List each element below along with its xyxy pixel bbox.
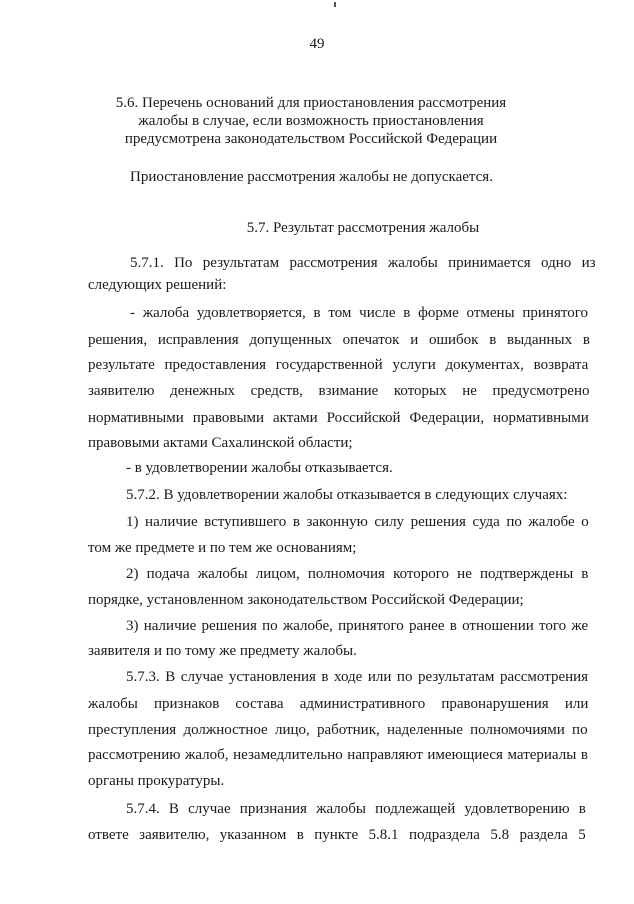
paragraph-line: том же предмете и по тем же основаниям; [88,540,357,556]
paragraph-line: нормативными правовыми актами Российской Федерации, нормативными [88,410,589,426]
section-5-6-body: Приостановление рассмотрения жалобы не допускается. [130,169,493,185]
section-5-6-heading [0,94,628,148]
paragraph-line: ответе заявителю, указанном в пункте 5.8.1 подраздела 5.8 раздела 5 [88,827,586,843]
paragraph-line: результате предоставления государственной услуги документах, возврата [88,357,589,373]
paragraph-line: органы прокуратуры. [88,773,225,789]
paragraph-line: 3) наличие решения по жалобе, принятого ранее в отношении того же [126,618,589,634]
paragraph-line: решения, исправления допущенных опечаток и ошибок в выданных в [88,332,590,348]
heading-line: жалобы в случае, если возможность приостановления [138,113,484,129]
paragraph-line: - в удовлетворении жалобы отказывается. [126,460,393,476]
paragraph-line: 5.7.4. В случае признания жалобы подлежащей удовлетворению в [126,801,586,817]
paragraph-line: 5.7.2. В удовлетворении жалобы отказывается в следующих случаях: [126,487,568,503]
paragraph-line: порядке, установленном законодательством Российской Федерации; [88,592,524,608]
paragraph-line: - жалоба удовлетворяется, в том числе в форме отмены принятого [130,305,588,321]
paragraph-line: следующих решений: [88,277,227,293]
section-5-7-heading: 5.7. Результат рассмотрения жалобы [246,220,480,236]
paragraph-line: 2) подача жалобы лицом, полномочия которого не подтверждены в [126,566,589,582]
heading-line: предусмотрена законодательством Российской Федерации [124,131,498,147]
scan-mark [334,2,336,7]
paragraph-line: жалобы признаков состава административного правонарушения или [88,696,589,712]
page-number: 49 [309,36,325,52]
paragraph-line: 5.7.3. В случае установления в ходе или по результатам рассмотрения [126,669,589,685]
paragraph-line: преступления должностное лицо, работник, наделенные полномочиями по [88,722,588,738]
paragraph-line: 1) наличие вступившего в законную силу решения суда по жалобе о [126,514,589,530]
paragraph-line: правовыми актами Сахалинской области; [88,435,353,451]
paragraph-line: 5.7.1. По результатам рассмотрения жалобы принимается одно из [130,255,596,271]
paragraph-line: заявителя и по тому же предмету жалобы. [88,643,357,659]
heading-line: 5.6. Перечень оснований для приостановления рассмотрения [115,95,507,111]
paragraph-line: заявителю денежных средств, взимание которых не предусмотрено [88,383,590,399]
paragraph-line: рассмотрению жалоб, незамедлительно направляют имеющиеся материалы в [88,747,588,763]
